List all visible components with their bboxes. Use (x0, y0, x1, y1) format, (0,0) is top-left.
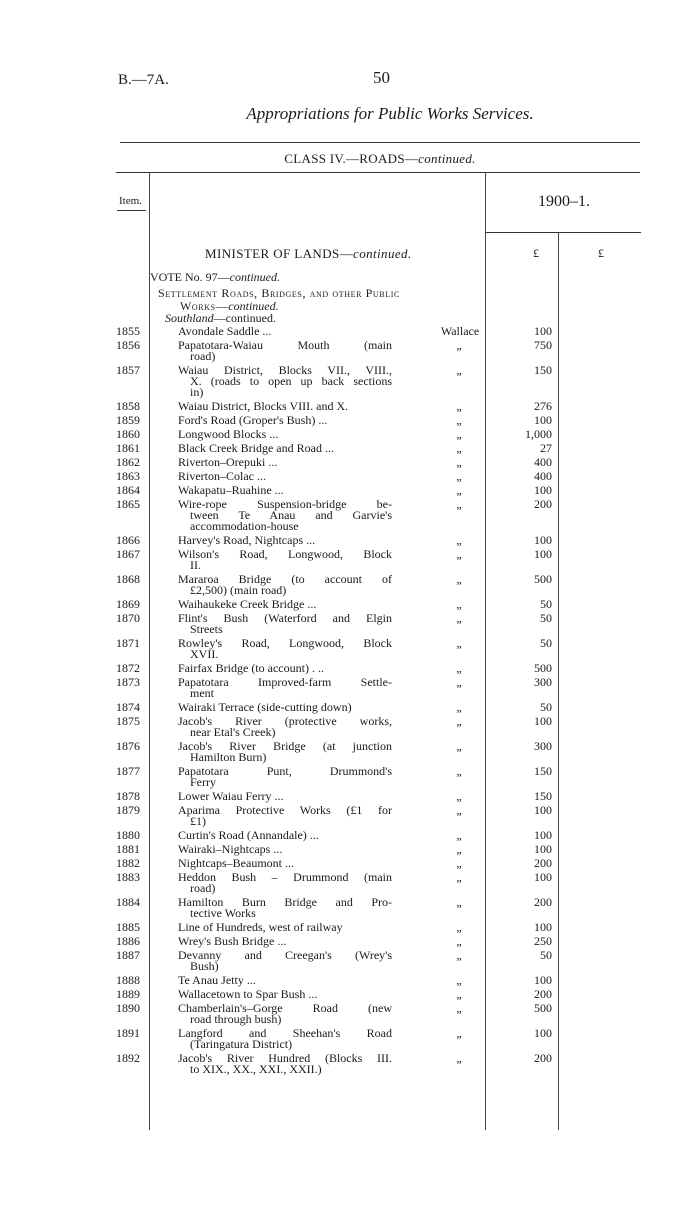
item-number: 1871 (116, 636, 140, 650)
description-line: Line of Hundreds, west of railway (178, 920, 343, 934)
header-separator-rule (486, 232, 641, 233)
item-description (178, 741, 392, 763)
description-line: Hamilton Burn Bridge and Pro- (178, 895, 392, 909)
item-description (178, 535, 392, 546)
electorate: „ (456, 987, 462, 1001)
amount: 100 (534, 828, 552, 842)
electorate: „ (456, 714, 462, 728)
electorate: „ (456, 483, 462, 497)
electorate: „ (456, 636, 462, 650)
item-number: 1859 (116, 413, 140, 427)
item-description (178, 326, 392, 337)
item-description (178, 549, 392, 571)
item-number: 1870 (116, 611, 140, 625)
description-line: Waihaukeke Creek Bridge ... (178, 597, 317, 611)
electorate: „ (456, 413, 462, 427)
electorate: „ (456, 973, 462, 987)
amount: 100 (534, 547, 552, 561)
amount: 200 (534, 497, 552, 511)
item-number: 1862 (116, 455, 140, 469)
description-line: near Etal's Creek) (190, 725, 276, 739)
description-line: to XIX., XX., XXI., XXII.) (190, 1062, 322, 1076)
amount: 200 (534, 895, 552, 909)
item-number: 1860 (116, 427, 140, 441)
description-line: Hamilton Burn) (190, 750, 267, 764)
amount: 100 (534, 842, 552, 856)
item-number: 1857 (116, 363, 140, 377)
amount: 250 (534, 934, 552, 948)
item-description (178, 638, 392, 660)
electorate: „ (456, 828, 462, 842)
item-number: 1879 (116, 803, 140, 817)
description-line: Wilson's Road, Longwood, Block (178, 547, 392, 561)
amount: 400 (534, 455, 552, 469)
electorate: „ (456, 338, 462, 352)
item-column-rule (149, 173, 150, 1130)
class-heading (120, 151, 640, 167)
description-line: Te Anau Jetty ... (178, 973, 256, 987)
description-line: XVII. (190, 647, 219, 661)
vote-heading-suffix: continued. (229, 270, 280, 284)
page-title: Appropriations for Public Works Services. (246, 104, 534, 123)
description-line: Ford's Road (Groper's Bush) ... (178, 413, 328, 427)
electorate: „ (456, 597, 462, 611)
vote-heading-main: VOTE No. 97— (150, 270, 230, 284)
description-line: Waiau District, Blocks VII., VIII., (178, 363, 392, 377)
amount: 100 (534, 973, 552, 987)
item-description (178, 872, 392, 894)
item-description (178, 574, 392, 596)
item-number: 1878 (116, 789, 140, 803)
class-heading-main: CLASS IV.—ROADS— (284, 151, 419, 166)
description-line: Rowley's Road, Longwood, Block (178, 636, 392, 650)
description-line: Ferry (190, 775, 216, 789)
item-number: 1890 (116, 1001, 140, 1015)
amount: 1,000 (525, 427, 552, 441)
description-line: Papatotara-Waiau Mouth (main (178, 338, 392, 352)
description-line: Jacob's River (protective works, (178, 714, 392, 728)
amount: 100 (534, 483, 552, 497)
amount: 100 (534, 870, 552, 884)
item-description (178, 830, 392, 841)
item-number: 1865 (116, 497, 140, 511)
description-line: Aparima Protective Works (£1 for (178, 803, 392, 817)
description-line: in) (190, 385, 204, 399)
currency-symbol-1: £ (533, 246, 539, 260)
amount: 500 (534, 661, 552, 675)
description-line: Curtin's Road (Annandale) ... (178, 828, 319, 842)
amount: 27 (540, 441, 552, 455)
electorate: „ (456, 948, 462, 962)
electorate: „ (456, 1026, 462, 1040)
item-number: 1872 (116, 661, 140, 675)
page-number: 50 (373, 68, 390, 87)
item-description (178, 663, 392, 674)
amount: 100 (534, 413, 552, 427)
description-line: Jacob's River Hundred (Blocks III. (178, 1051, 392, 1065)
item-column-header: Item. (119, 195, 142, 207)
description-line: Waiau District, Blocks VIII. and X. (178, 399, 349, 413)
item-description (178, 989, 392, 1000)
item-number: 1861 (116, 441, 140, 455)
item-description (178, 485, 392, 496)
amount: 200 (534, 987, 552, 1001)
description-column-rule (485, 173, 486, 1130)
item-description (178, 599, 392, 610)
amount: 750 (534, 338, 552, 352)
description-line: Harvey's Road, Nightcaps ... (178, 533, 316, 547)
item-number: 1888 (116, 973, 140, 987)
item-description (178, 677, 392, 699)
description-line: Wakapatu–Ruahine ... (178, 483, 284, 497)
amount: 200 (534, 856, 552, 870)
item-number: 1891 (116, 1026, 140, 1040)
electorate: „ (456, 764, 462, 778)
description-line: Wairaki–Nightcaps ... (178, 842, 283, 856)
amount-column-rule (558, 232, 559, 1130)
item-number: 1858 (116, 399, 140, 413)
item-number: 1887 (116, 948, 140, 962)
electorate: Wallace (440, 324, 480, 338)
section-heading-suffix: continued. (228, 299, 279, 313)
section-heading-works: Works— (180, 299, 229, 313)
electorate: „ (456, 427, 462, 441)
minister-heading (205, 246, 412, 262)
amount: 100 (534, 533, 552, 547)
electorate: „ (456, 920, 462, 934)
amount: 150 (534, 363, 552, 377)
item-number: 1863 (116, 469, 140, 483)
item-number: 1886 (116, 934, 140, 948)
item-description (178, 365, 392, 398)
item-description (178, 1003, 392, 1025)
amount: 150 (534, 764, 552, 778)
year-column-header: 1900–1. (538, 193, 590, 210)
description-line: ment (190, 686, 214, 700)
item-number: 1892 (116, 1051, 140, 1065)
title-rule (120, 142, 640, 143)
description-line: Mararoa Bridge (to account of (178, 572, 392, 586)
item-description (178, 922, 392, 933)
item-description (178, 499, 392, 532)
item-description (178, 429, 392, 440)
amount: 300 (534, 739, 552, 753)
item-number: 1868 (116, 572, 140, 586)
item-number: 1855 (116, 324, 140, 338)
item-number: 1889 (116, 987, 140, 1001)
minister-heading-suffix: continued. (353, 246, 412, 261)
description-line: Fairfax Bridge (to account) . .. (178, 661, 324, 675)
vote-heading (150, 270, 280, 285)
item-description (178, 805, 392, 827)
item-number: 1867 (116, 547, 140, 561)
description-line: Wire-rope Suspension-bridge be- (178, 497, 392, 511)
description-line: Riverton–Orepuki ... (178, 455, 278, 469)
item-description (178, 702, 392, 713)
amount: 50 (540, 597, 552, 611)
item-description (178, 1053, 392, 1075)
description-line: £1) (190, 814, 206, 828)
description-line: Riverton–Colac ... (178, 469, 266, 483)
description-line: £2,500) (main road) (190, 583, 287, 597)
item-number: 1866 (116, 533, 140, 547)
item-description (178, 471, 392, 482)
item-description (178, 613, 392, 635)
item-description (178, 858, 392, 869)
item-description (178, 791, 392, 802)
description-line: tective Works (190, 906, 256, 920)
amount: 400 (534, 469, 552, 483)
electorate: „ (456, 547, 462, 561)
document-reference: B.—7A. (118, 72, 169, 88)
item-description (178, 975, 392, 986)
currency-symbol-2: £ (598, 246, 604, 260)
description-line: Longwood Blocks ... (178, 427, 279, 441)
electorate: „ (456, 803, 462, 817)
amount: 100 (534, 324, 552, 338)
description-line: road) (190, 881, 216, 895)
electorate: „ (456, 675, 462, 689)
item-description (178, 844, 392, 855)
description-line: Flint's Bush (Waterford and Elgin (178, 611, 392, 625)
amount: 50 (540, 611, 552, 625)
item-number: 1875 (116, 714, 140, 728)
description-line: Heddon Bush – Drummond (main (178, 870, 392, 884)
item-description (178, 415, 392, 426)
item-number: 1876 (116, 739, 140, 753)
item-number: 1873 (116, 675, 140, 689)
item-number: 1883 (116, 870, 140, 884)
description-line: Chamberlain's–Gorge Road (new (178, 1001, 392, 1015)
item-description (178, 766, 392, 788)
electorate: „ (456, 611, 462, 625)
item-number: 1881 (116, 842, 140, 856)
electorate: „ (456, 661, 462, 675)
description-line: Papatotara Punt, Drummond's (178, 764, 392, 778)
electorate: „ (456, 469, 462, 483)
electorate: „ (456, 870, 462, 884)
description-line: Wairaki Terrace (side-cutting down) (178, 700, 352, 714)
description-line: road through bush) (190, 1012, 282, 1026)
electorate: „ (456, 363, 462, 377)
item-description (178, 950, 392, 972)
electorate: „ (456, 533, 462, 547)
description-line: Lower Waiau Ferry ... (178, 789, 284, 803)
electorate: „ (456, 572, 462, 586)
item-description (178, 716, 392, 738)
electorate: „ (456, 842, 462, 856)
electorate: „ (456, 700, 462, 714)
electorate: „ (456, 497, 462, 511)
description-line: accommodation-house (190, 519, 299, 533)
item-description (178, 340, 392, 362)
amount: 200 (534, 1051, 552, 1065)
item-description (178, 401, 392, 412)
item-number: 1880 (116, 828, 140, 842)
item-description (178, 897, 392, 919)
amount: 100 (534, 803, 552, 817)
amount: 50 (540, 700, 552, 714)
table-top-rule (116, 172, 640, 173)
class-heading-suffix: continued. (418, 151, 476, 166)
description-line: Black Creek Bridge and Road ... (178, 441, 334, 455)
amount: 100 (534, 1026, 552, 1040)
description-line: Wallacetown to Spar Bush ... (178, 987, 318, 1001)
amount: 500 (534, 1001, 552, 1015)
item-number: 1874 (116, 700, 140, 714)
description-line: Wrey's Bush Bridge ... (178, 934, 287, 948)
description-line: Nightcaps–Beaumont ... (178, 856, 294, 870)
amount: 50 (540, 948, 552, 962)
item-header-underline (117, 210, 146, 211)
district-name: Southland (165, 311, 214, 325)
item-number: 1885 (116, 920, 140, 934)
description-line: II. (190, 558, 201, 572)
item-number: 1884 (116, 895, 140, 909)
amount: 276 (534, 399, 552, 413)
amount: 500 (534, 572, 552, 586)
electorate: „ (456, 934, 462, 948)
item-number: 1864 (116, 483, 140, 497)
electorate: „ (456, 789, 462, 803)
description-line: tween Te Anau and Garvie's (190, 508, 392, 522)
description-line: Avondale Saddle ... (178, 324, 272, 338)
electorate: „ (456, 895, 462, 909)
electorate: „ (456, 455, 462, 469)
description-line: Papatotara Improved-farm Settle- (178, 675, 392, 689)
description-line: Streets (190, 622, 223, 636)
electorate: „ (456, 441, 462, 455)
item-number: 1856 (116, 338, 140, 352)
amount: 300 (534, 675, 552, 689)
item-number: 1877 (116, 764, 140, 778)
description-line: (Taringatura District) (190, 1037, 293, 1051)
description-line: X. (roads to open up back sections (190, 374, 392, 388)
electorate: „ (456, 1051, 462, 1065)
description-line: Langford and Sheehan's Road (178, 1026, 392, 1040)
amount: 100 (534, 920, 552, 934)
district-suffix: —continued. (213, 311, 276, 325)
electorate: „ (456, 856, 462, 870)
description-line: Bush) (190, 959, 219, 973)
electorate: „ (456, 399, 462, 413)
item-number: 1882 (116, 856, 140, 870)
amount: 100 (534, 714, 552, 728)
electorate: „ (456, 1001, 462, 1015)
item-description (178, 457, 392, 468)
item-description (178, 936, 392, 947)
item-description (178, 443, 392, 454)
amount: 150 (534, 789, 552, 803)
section-heading-line-1: Settlement Roads, Bridges, and other Public (158, 286, 400, 300)
description-line: road) (190, 349, 216, 363)
amount: 50 (540, 636, 552, 650)
description-line: Devanny and Creegan's (Wrey's (178, 948, 392, 962)
minister-heading-main: MINISTER OF LANDS— (205, 246, 354, 261)
electorate: „ (456, 739, 462, 753)
item-description (178, 1028, 392, 1050)
description-line: Jacob's River Bridge (at junction (178, 739, 392, 753)
item-number: 1869 (116, 597, 140, 611)
